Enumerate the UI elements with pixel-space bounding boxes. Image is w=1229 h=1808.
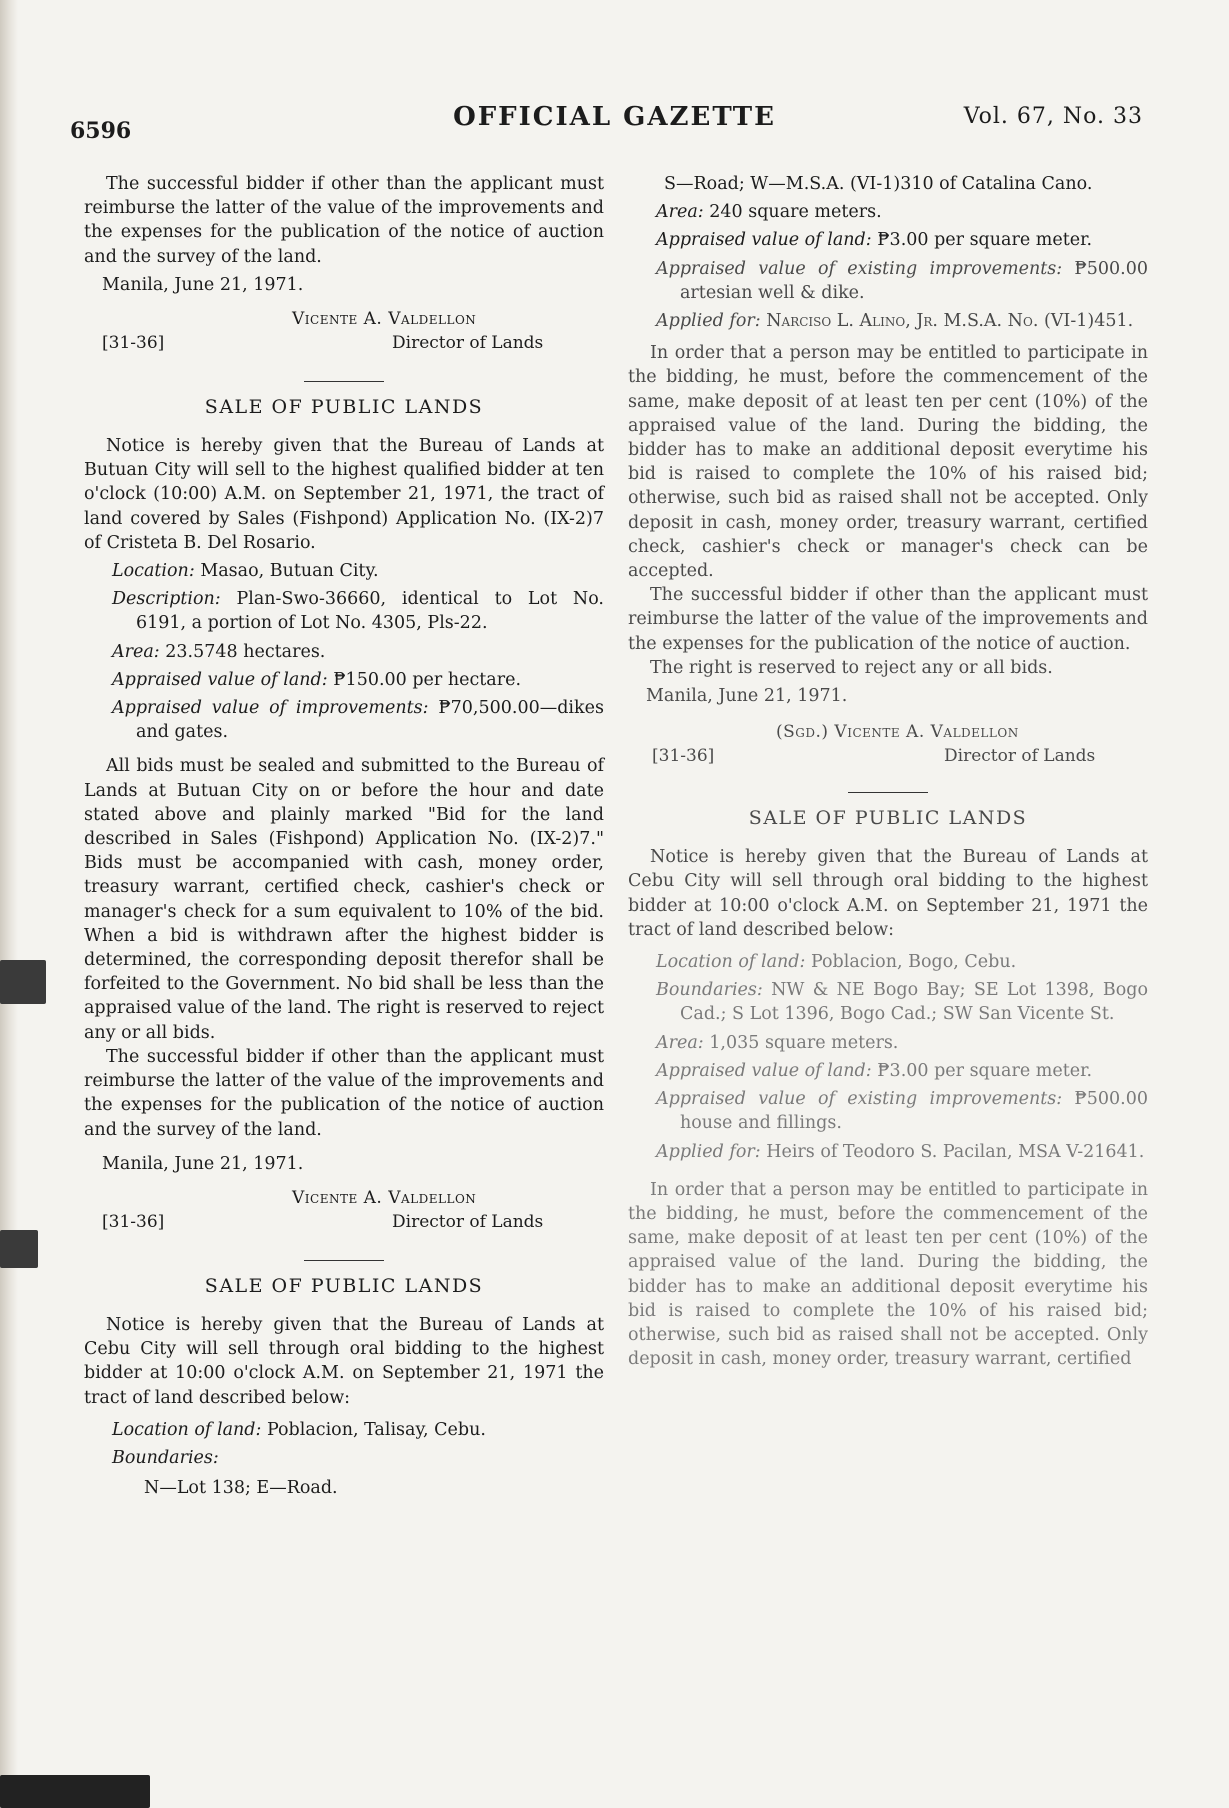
- notice-paragraph: Notice is hereby given that the Bureau of Lands at Butuan City will sell to the highest qualified bidder at ten o'clock (10:00) A.M. on September 21, 1971, the tract of land covered by Sales (Fishpond) Application No. (IX-2)7 of Cristeta B. Del Rosario.: [84, 436, 604, 553]
- signature-block: [84, 305, 604, 359]
- field-label: Appraised value of land:: [112, 669, 328, 690]
- field-value: Plan-Swo-36660, identical to Lot No. 6191, a portion of Lot No. 4305, Pls-22.: [136, 589, 604, 634]
- field-value: ₱500.00 house and fillings.: [680, 1089, 1148, 1134]
- field-value: 1,035 square meters.: [709, 1032, 899, 1053]
- notice-date: Manila, June 21, 1971.: [102, 274, 304, 295]
- notice-date: Manila, June 21, 1971.: [646, 686, 848, 707]
- field-label: Description:: [112, 589, 221, 610]
- field-label: Location:: [112, 561, 195, 582]
- reimburse-paragraph: The successful bidder if other than the applicant must reimburse the latter of the value of the improvements and the expenses for the publication of the notice of auction.: [628, 585, 1148, 654]
- field-appraised-land: [628, 1059, 1148, 1083]
- section-heading: SALE OF PUBLIC LANDS: [748, 807, 1028, 830]
- intro-paragraph: The successful bidder if other than the applicant must reimburse the latter of the value of the improvements and the expenses for the publication of the notice of auction and the survey of the land.: [84, 174, 604, 267]
- field-label: Area:: [112, 641, 160, 662]
- field-area: [84, 640, 604, 664]
- scan-edge-mark: [0, 1230, 38, 1268]
- signatory-name: Vicente A. Valdellon: [292, 309, 477, 330]
- field-location: [84, 1418, 604, 1442]
- field-label: Appraised value of existing improvements:: [656, 1089, 1063, 1110]
- signatory-name: Vicente A. Valdellon: [292, 1187, 477, 1208]
- field-boundaries: [628, 978, 1148, 1026]
- field-area: [628, 1031, 1148, 1055]
- boundaries-value: N—Lot 138; E—Road.: [144, 1478, 338, 1499]
- notice-number: [31-36]: [102, 333, 165, 354]
- field-label: Appraised value of land:: [656, 1060, 872, 1081]
- publication-title: OFFICIAL GAZETTE: [453, 102, 776, 132]
- field-value: ₱3.00 per square meter.: [877, 1060, 1093, 1081]
- field-label: Applied for:: [656, 1141, 761, 1162]
- field-appraised-improvements: [84, 696, 604, 744]
- scan-page-edge: [0, 0, 18, 1808]
- field-value: ₱70,500.00—dikes and gates.: [136, 698, 604, 743]
- field-applied-for: [628, 309, 1148, 333]
- field-boundaries: [84, 1446, 604, 1470]
- page-number: 6596: [70, 118, 132, 144]
- field-appraised-land: [84, 668, 604, 692]
- field-label: Area:: [656, 1032, 704, 1053]
- notice-paragraph: Notice is hereby given that the Bureau of Lands at Cebu City will sell through oral bidding to the highest bidder at 10:00 o'clock A.M. on September 21, 1971 the tract of land described below:: [628, 847, 1148, 940]
- bids-paragraph: All bids must be sealed and submitted to the Bureau of Lands at Butuan City on or before the hour and date stated above and plainly marked "Bid for the land described in Sales (Fishpond) Application No. (IX-2)7." Bids must be accompanied with cash, money order, treasury warrant, certified check, cashier's check or manager's check for a sum equivalent to 10% of the bid. When a bid is withdrawn after the highest bidder is determined, the corresponding deposit therefor shall be forfeited to the Government. No bid shall be less than the appraised value of the land. The right is reserved to reject any or all bids.: [84, 756, 604, 1043]
- reserve-paragraph: The right is reserved to reject any or all bids.: [650, 657, 1053, 678]
- left-column: [84, 172, 604, 1500]
- field-description: [84, 587, 604, 635]
- field-value: 23.5748 hectares.: [165, 641, 326, 662]
- scan-edge-mark: [0, 960, 46, 1004]
- page-header: [0, 98, 1229, 148]
- field-label: Appraised value of land:: [656, 230, 872, 251]
- section-divider: [304, 1260, 384, 1261]
- field-value: 240 square meters.: [709, 202, 882, 223]
- scan-edge-mark: [0, 1775, 150, 1808]
- field-label: Appraised value of improvements:: [112, 698, 429, 719]
- notice-date: Manila, June 21, 1971.: [102, 1153, 304, 1174]
- field-value: Narciso L. Alino, Jr. M.S.A. No. (VI-1)451.: [766, 311, 1134, 332]
- section-heading: SALE OF PUBLIC LANDS: [204, 396, 484, 419]
- field-value: ₱150.00 per hectare.: [333, 669, 522, 690]
- section-heading: SALE OF PUBLIC LANDS: [204, 1274, 484, 1297]
- field-value: Poblacion, Bogo, Cebu.: [810, 952, 1017, 973]
- signatory-name: (Sgd.) Vicente A. Valdellon: [776, 722, 1019, 743]
- section-divider: [304, 381, 384, 382]
- reimburse-paragraph: The successful bidder if other than the applicant must reimburse the latter of the value of the improvements and the expenses for the publication of the notice of auction and the survey of the land.: [84, 1046, 604, 1140]
- right-column: [628, 172, 1148, 1371]
- volume-number: Vol. 67, No. 33: [963, 104, 1143, 129]
- field-label: Applied for:: [656, 311, 761, 332]
- field-appraised-improvements: [628, 257, 1148, 305]
- field-value: Masao, Butuan City.: [200, 561, 379, 582]
- field-location: [628, 950, 1148, 974]
- field-appraised-improvements: [628, 1087, 1148, 1135]
- notice-number: [31-36]: [102, 1211, 165, 1232]
- field-applied-for: [628, 1140, 1148, 1164]
- field-value: NW & NE Bogo Bay; SE Lot 1398, Bogo Cad.; S Lot 1396, Bogo Cad.; SW San Vicente St.: [680, 980, 1148, 1025]
- field-value: ₱500.00 artesian well & dike.: [680, 258, 1148, 303]
- field-label: Boundaries:: [656, 980, 763, 1001]
- field-label: Location of land:: [112, 1419, 262, 1440]
- order-paragraph: In order that a person may be entitled to participate in the bidding, he must, before the commencement of the same, make deposit of at least ten per cent (10%) of the appraised value of the land. During the bidding, the bidder has to make an additional deposit everytime his bid is raised to complete the 10% of his raised bid; otherwise, such bid as raised shall not be accepted. Only deposit in cash, money order, treasury warrant, certified: [628, 1179, 1148, 1370]
- field-label: Boundaries:: [112, 1447, 219, 1468]
- signature-block: [628, 716, 1148, 770]
- field-area: [628, 200, 1148, 224]
- notice-number: [31-36]: [652, 746, 715, 767]
- field-value: ₱3.00 per square meter.: [877, 230, 1093, 251]
- order-paragraph: In order that a person may be entitled to participate in the bidding, he must, before the commencement of the same, make deposit of at least ten per cent (10%) of the appraised value of the land. During the bidding, the bidder has to make an additional deposit everytime his bid is raised to complete the 10% of his raised bid; otherwise, such bid as raised shall not be accepted. Only deposit in cash, money order, treasury warrant, certified check, cashier's check or manager's check can be accepted.: [628, 343, 1148, 582]
- field-appraised-land: [628, 228, 1148, 252]
- field-label: Appraised value of existing improvements:: [656, 258, 1063, 279]
- field-value: Heirs of Teodoro S. Pacilan, MSA V-21641.: [766, 1141, 1145, 1162]
- signatory-title: Director of Lands: [392, 333, 544, 354]
- field-label: Area:: [656, 202, 704, 223]
- field-value: Poblacion, Talisay, Cebu.: [266, 1419, 486, 1440]
- signatory-title: Director of Lands: [392, 1211, 544, 1232]
- section-divider: [848, 792, 928, 793]
- notice-paragraph: Notice is hereby given that the Bureau of Lands at Cebu City will sell through oral bidding to the highest bidder at 10:00 o'clock A.M. on September 21, 1971 the tract of land described below:: [84, 1314, 604, 1408]
- boundaries-continued: S—Road; W—M.S.A. (VI-1)310 of Catalina Cano.: [664, 174, 1093, 194]
- signature-block: [84, 1184, 604, 1238]
- signatory-title: Director of Lands: [944, 746, 1096, 767]
- field-label: Location of land:: [656, 952, 806, 973]
- field-location: [84, 559, 604, 583]
